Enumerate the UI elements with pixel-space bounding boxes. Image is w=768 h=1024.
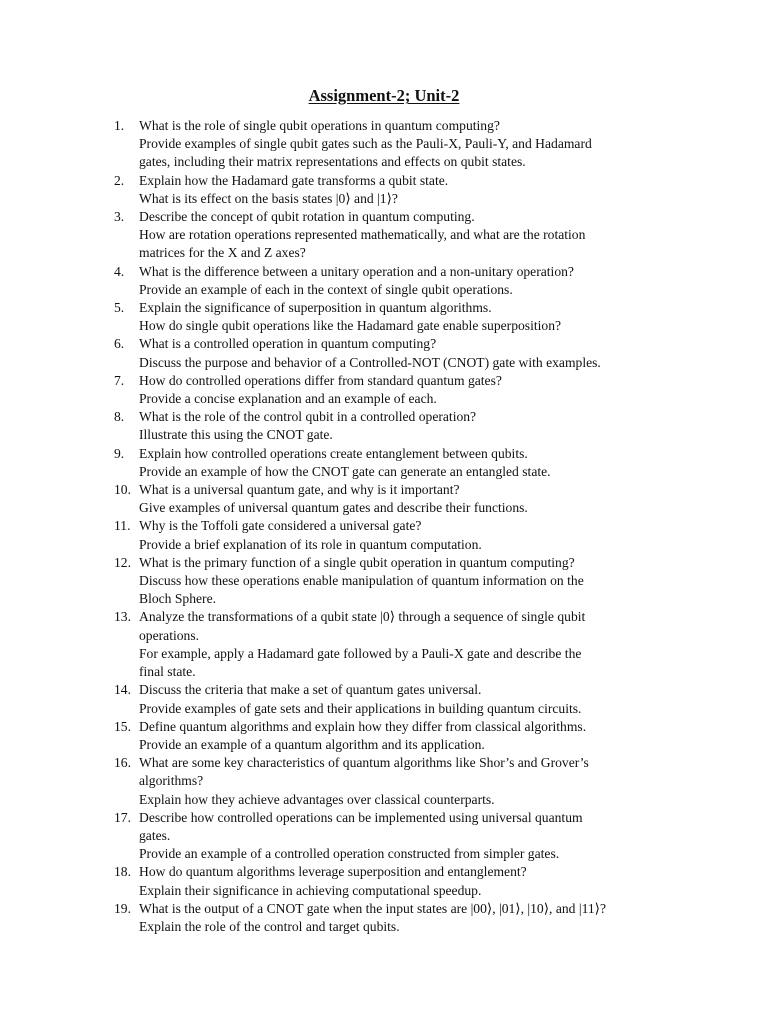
question-number: 11. xyxy=(114,518,131,534)
question-number: 15. xyxy=(114,718,131,734)
question-number: 18. xyxy=(114,864,131,880)
question-text-line: Explain how they achieve advantages over classical counterparts. xyxy=(139,791,495,807)
question-text-line: For example, apply a Hadamard gate followed by a Pauli-X gate and describe the xyxy=(139,645,582,661)
question-item xyxy=(114,372,684,408)
question-number: 16. xyxy=(114,755,131,771)
question-number: 8. xyxy=(114,409,125,425)
question-text-line: Give examples of universal quantum gates and describe their functions. xyxy=(139,500,528,516)
question-text-line: Provide examples of single qubit gates such as the Pauli-X, Pauli-Y, and Hadamard xyxy=(139,136,592,152)
question-text-line: Provide an example of a controlled operation constructed from simpler gates. xyxy=(139,846,560,862)
question-text-line: Discuss the criteria that make a set of quantum gates universal. xyxy=(139,682,482,698)
question-item xyxy=(114,754,684,809)
question-text-line: How are rotation operations represented mathematically, and what are the rotation xyxy=(139,227,586,243)
question-list xyxy=(114,117,684,936)
question-item xyxy=(114,900,684,936)
question-item xyxy=(114,335,684,371)
question-text-line: matrices for the X and Z axes? xyxy=(139,245,306,261)
question-item xyxy=(114,408,684,444)
question-text-line: Define quantum algorithms and explain how they differ from classical algorithms. xyxy=(139,718,587,734)
question-number: 4. xyxy=(114,263,125,279)
question-text-line: Discuss how these operations enable manipulation of quantum information on the xyxy=(139,573,584,589)
question-item xyxy=(114,718,684,754)
question-text-line: Why is the Toffoli gate considered a universal gate? xyxy=(139,518,422,534)
question-text-line: How do quantum algorithms leverage superposition and entanglement? xyxy=(139,864,527,880)
page-title: Assignment-2; Unit-2 xyxy=(308,86,460,105)
question-text-line: What is the difference between a unitary operation and a non-unitary operation? xyxy=(139,263,574,279)
question-text-line: operations. xyxy=(139,627,200,643)
question-text-line: Provide a brief explanation of its role in quantum computation. xyxy=(139,536,482,552)
question-item xyxy=(114,863,684,899)
question-text-line: What is the primary function of a single qubit operation in quantum computing? xyxy=(139,554,575,570)
question-text-line: gates, including their matrix representations and effects on qubit states. xyxy=(139,154,526,170)
question-number: 5. xyxy=(114,300,125,316)
question-number: 14. xyxy=(114,682,131,698)
question-text-line: Discuss the purpose and behavior of a Controlled-NOT (CNOT) gate with examples. xyxy=(139,354,601,370)
question-number: 3. xyxy=(114,209,125,225)
question-number: 19. xyxy=(114,900,131,916)
question-text-line: What are some key characteristics of quantum algorithms like Shor’s and Grover’s xyxy=(139,755,589,771)
question-number: 1. xyxy=(114,118,125,133)
question-text-line: Explain their significance in achieving computational speedup. xyxy=(139,882,482,898)
question-item xyxy=(114,554,684,609)
question-text-line: What is the output of a CNOT gate when the input states are |00⟩, |01⟩, |10⟩, and |11⟩? xyxy=(139,900,606,916)
question-text-line: algorithms? xyxy=(139,773,204,789)
question-text-line: How do controlled operations differ from standard quantum gates? xyxy=(139,372,502,388)
question-item xyxy=(114,809,684,864)
question-number: 12. xyxy=(114,554,131,570)
question-item xyxy=(114,681,684,717)
question-number: 13. xyxy=(114,609,131,625)
question-number: 6. xyxy=(114,336,125,352)
question-item xyxy=(114,117,684,172)
question-text-line: Illustrate this using the CNOT gate. xyxy=(139,427,333,443)
question-text-line: What is the role of single qubit operations in quantum computing? xyxy=(139,118,500,133)
question-text-line: What is a controlled operation in quantum computing? xyxy=(139,336,437,352)
question-item xyxy=(114,608,684,681)
question-text-line: Provide an example of how the CNOT gate can generate an entangled state. xyxy=(139,463,551,479)
question-text-line: Provide examples of gate sets and their applications in building quantum circuits. xyxy=(139,700,582,716)
question-text-line: gates. xyxy=(139,827,171,843)
question-text-line: Describe how controlled operations can be implemented using universal quantum xyxy=(139,809,583,825)
question-text-line: Provide an example of a quantum algorithm and its application. xyxy=(139,736,485,752)
question-text-line: Explain how the Hadamard gate transforms a qubit state. xyxy=(139,172,449,188)
question-item xyxy=(114,263,684,299)
question-number: 9. xyxy=(114,445,125,461)
question-text-line: What is its effect on the basis states |0⟩ and |1⟩? xyxy=(139,190,398,206)
question-item xyxy=(114,517,684,553)
question-text-line: Provide a concise explanation and an example of each. xyxy=(139,391,437,407)
question-text-line: Explain the significance of superposition in quantum algorithms. xyxy=(139,300,492,316)
question-text-line: Provide an example of each in the context of single qubit operations. xyxy=(139,281,513,297)
question-text-line: What is a universal quantum gate, and why is it important? xyxy=(139,482,460,498)
question-item xyxy=(114,208,684,263)
question-text-line: What is the role of the control qubit in a controlled operation? xyxy=(139,409,477,425)
question-number: 10. xyxy=(114,482,131,498)
question-text-line: Describe the concept of qubit rotation in quantum computing. xyxy=(139,209,475,225)
question-text-line: Analyze the transformations of a qubit state |0⟩ through a sequence of single qubit xyxy=(139,609,586,625)
question-number: 2. xyxy=(114,172,125,188)
question-number: 17. xyxy=(114,809,131,825)
question-text-line: final state. xyxy=(139,664,196,680)
question-text-line: Explain how controlled operations create entanglement between qubits. xyxy=(139,445,528,461)
question-item xyxy=(114,172,684,208)
question-item xyxy=(114,481,684,517)
question-item xyxy=(114,445,684,481)
question-text-line: Bloch Sphere. xyxy=(139,591,217,607)
question-text-line: How do single qubit operations like the Hadamard gate enable superposition? xyxy=(139,318,562,334)
question-text-line: Explain the role of the control and target qubits. xyxy=(139,918,400,934)
question-number: 7. xyxy=(114,372,125,388)
question-item xyxy=(114,299,684,335)
